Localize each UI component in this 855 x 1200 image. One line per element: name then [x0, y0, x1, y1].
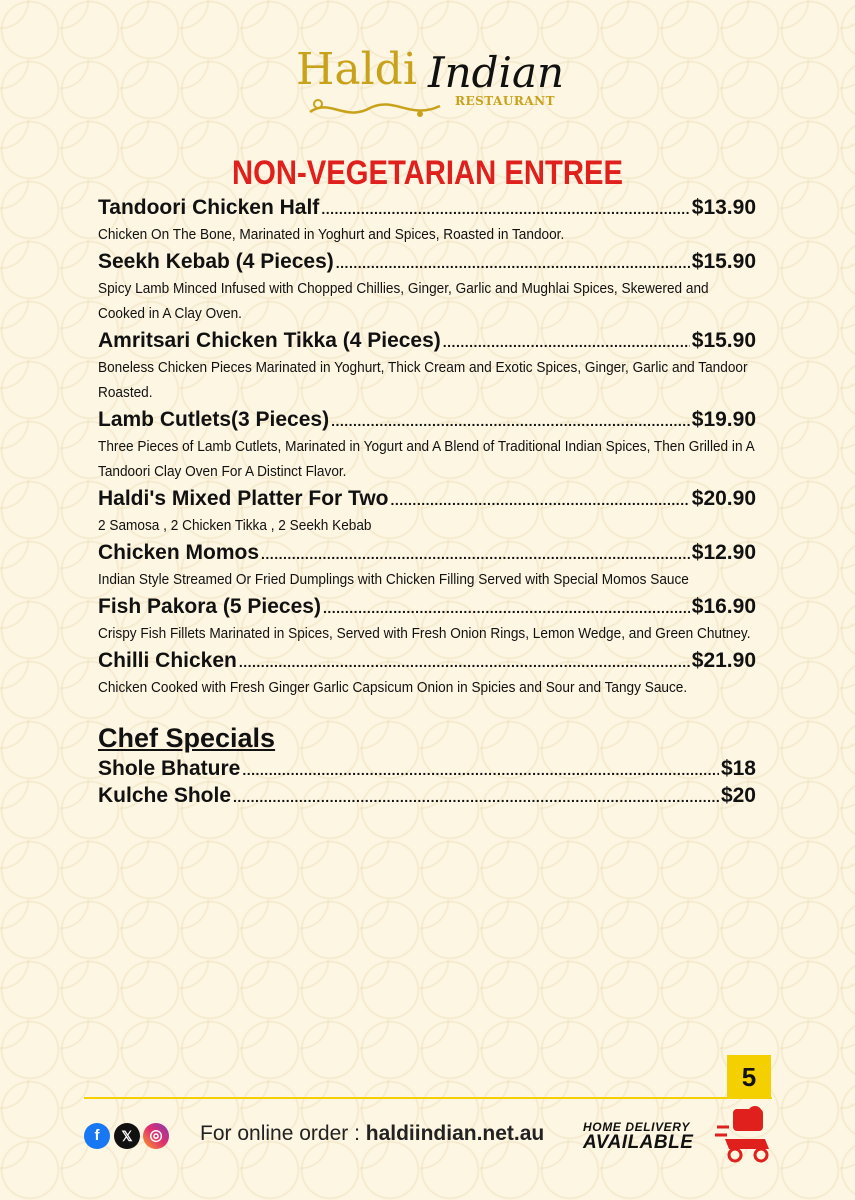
logo-haldi-text: Haldi — [296, 44, 417, 95]
item-price: $19.90 — [691, 408, 756, 431]
item-name: Fish Pakora (5 Pieces) — [98, 595, 321, 618]
order-url-link[interactable]: haldiindian.net.au — [365, 1122, 545, 1145]
item-name: Tandoori Chicken Half — [98, 196, 320, 219]
item-price: $15.90 — [691, 250, 756, 273]
item-name: Haldi's Mixed Platter For Two — [98, 487, 389, 510]
facebook-icon[interactable]: f — [84, 1123, 110, 1149]
item-description: Spicy Lamb Minced Infused with Chopped Chillies, Ginger, Garlic and Mughlai Spices, Skewered and Cooked in A Clay Oven. — [98, 281, 709, 322]
chef-special-item — [98, 784, 756, 811]
dot-leader — [242, 762, 719, 778]
item-price: $16.90 — [691, 595, 756, 618]
menu-item — [98, 329, 756, 406]
order-prefix: For online order : — [200, 1122, 366, 1145]
item-price: $20 — [720, 784, 756, 807]
dot-leader — [261, 546, 690, 562]
delivery-line1: HOME DELIVERY — [583, 1120, 690, 1134]
item-name: Kulche Shole — [98, 784, 232, 807]
chef-special-item — [98, 757, 756, 784]
logo-flourish-icon — [300, 94, 450, 122]
menu-item — [98, 595, 756, 647]
item-price: $20.90 — [691, 487, 756, 510]
item-price: $15.90 — [691, 329, 756, 352]
menu-item — [98, 541, 756, 593]
dot-leader — [443, 334, 690, 350]
menu-item — [98, 408, 756, 485]
item-price: $21.90 — [691, 649, 756, 672]
logo-restaurant-text: RESTAURANT — [455, 94, 556, 108]
dot-leader — [233, 789, 719, 805]
instagram-icon[interactable]: ◎ — [143, 1123, 169, 1149]
menu-item — [98, 487, 756, 539]
item-name: Lamb Cutlets(3 Pieces) — [98, 408, 330, 431]
item-description: Chicken On The Bone, Marinated in Yoghurt and Spices, Roasted in Tandoor. — [98, 227, 565, 243]
menu-item — [98, 649, 756, 701]
section-title: NON-VEGETARIAN ENTREE — [232, 154, 623, 192]
x-twitter-icon[interactable]: 𝕏 — [114, 1123, 140, 1149]
item-description: Three Pieces of Lamb Cutlets, Marinated in Yogurt and A Blend of Traditional Indian Spices, Then Grilled in A Tandoori Clay Oven For A Distinct Flavor. — [98, 439, 754, 480]
dot-leader — [239, 654, 690, 670]
dot-leader — [321, 201, 689, 217]
footer-divider — [84, 1097, 772, 1099]
menu-item — [98, 250, 756, 327]
online-order-text — [200, 1122, 544, 1146]
item-name: Amritsari Chicken Tikka (4 Pieces) — [98, 329, 441, 352]
logo-indian-text: Indian — [428, 48, 565, 97]
item-price: $12.90 — [691, 541, 756, 564]
item-name: Chilli Chicken — [98, 649, 237, 672]
menu-list — [98, 196, 756, 811]
restaurant-logo — [0, 44, 855, 124]
menu-item — [98, 196, 756, 248]
delivery-scooter-icon — [715, 1105, 775, 1165]
item-name: Seekh Kebab (4 Pieces) — [98, 250, 334, 273]
dot-leader — [323, 600, 690, 616]
item-description: Crispy Fish Fillets Marinated in Spices, Served with Fresh Onion Rings, Lemon Wedge, and Green Chutney. — [98, 626, 751, 642]
page-number: 5 — [727, 1055, 771, 1097]
dot-leader — [336, 255, 690, 271]
home-delivery-badge — [583, 1120, 693, 1154]
item-description: Boneless Chicken Pieces Marinated in Yoghurt, Thick Cream and Exotic Spices, Ginger, Garlic and Tandoor Roasted. — [98, 360, 748, 401]
item-price: $13.90 — [691, 196, 756, 219]
item-description: Indian Style Streamed Or Fried Dumplings with Chicken Filling Served with Special Momos Sauce — [98, 572, 689, 588]
chef-specials-title: Chef Specials — [98, 723, 276, 753]
dot-leader — [390, 492, 689, 508]
item-name: Shole Bhature — [98, 757, 241, 780]
item-description: Chicken Cooked with Fresh Ginger Garlic Capsicum Onion in Spicies and Sour and Tangy Sauce. — [98, 680, 688, 696]
dot-leader — [331, 413, 690, 429]
item-price: $18 — [720, 757, 756, 780]
delivery-line2: AVAILABLE — [583, 1132, 694, 1153]
item-description: 2 Samosa , 2 Chicken Tikka , 2 Seekh Kebab — [98, 518, 372, 534]
item-name: Chicken Momos — [98, 541, 260, 564]
